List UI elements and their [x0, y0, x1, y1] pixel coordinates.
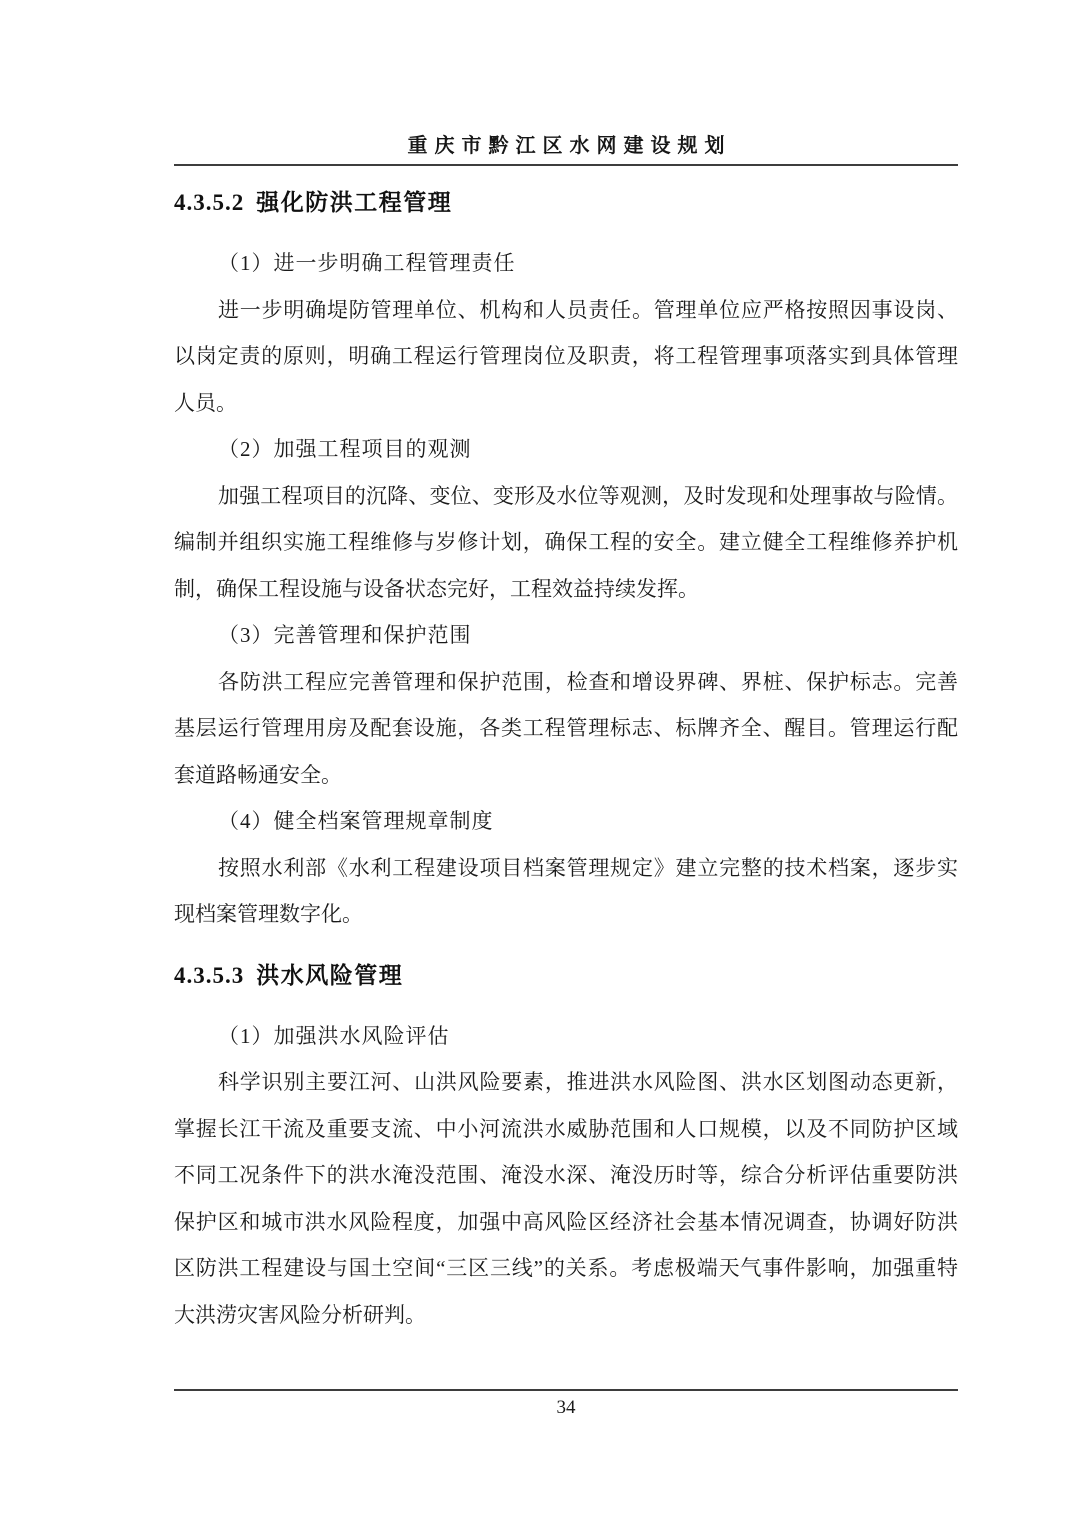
paragraph-line: 大洪涝灾害风险分析研判。 — [174, 1302, 426, 1327]
paragraph-line: 以岗定责的原则，明确工程运行管理岗位及职责，将工程管理事项落实到具体管理 — [174, 344, 958, 368]
paragraph-line: 按照水利部《水利工程建设项目档案管理规定》建立完整的技术档案，逐步实 — [218, 855, 958, 880]
paragraph-line: 进一步明确堤防管理单位、机构和人员责任。管理单位应严格按照因事设岗、 — [218, 297, 958, 322]
paragraph-line: 区防洪工程建设与国土空间“三区三线”的关系。考虑极端天气事件影响，加强重特 — [174, 1256, 958, 1280]
paragraph-line: 现档案管理数字化。 — [174, 902, 363, 926]
paragraph-line: 编制并组织实施工程维修与岁修计划，确保工程的安全。建立健全工程维修养护机 — [174, 530, 958, 554]
header-title: 重庆市黔江区水网建设规划 — [407, 135, 732, 157]
item-heading: （1）加强洪水风险评估 — [218, 1023, 450, 1048]
item-heading: （3）完善管理和保护范围 — [218, 623, 472, 647]
paragraph-line: 制，确保工程设施与设备状态完好，工程效益持续发挥。 — [174, 576, 699, 601]
page-number: 34 — [556, 1397, 576, 1418]
header-rule — [174, 164, 958, 166]
paragraph-line: 保护区和城市洪水风险程度，加强中高风险区经济社会基本情况调查，协调好防洪 — [174, 1209, 958, 1234]
footer-rule — [174, 1389, 958, 1391]
paragraph-line: 科学识别主要江河、山洪风险要素，推进洪水风险图、洪水区划图动态更新， — [218, 1070, 958, 1094]
page-content — [174, 179, 958, 1338]
section-title: 强化防洪工程管理 — [256, 189, 453, 215]
paragraph-line: 基层运行管理用房及配套设施，各类工程管理标志、标牌齐全、醒目。管理运行配 — [174, 716, 958, 740]
paragraph-line: 掌握长江干流及重要支流、中小河流洪水威胁范围和人口规模，以及不同防护区域 — [174, 1116, 958, 1141]
item-heading: （4）健全档案管理规章制度 — [218, 809, 494, 833]
section-heading — [174, 179, 958, 226]
item-heading: （1）进一步明确工程管理责任 — [218, 251, 516, 275]
paragraph-line: 加强工程项目的沉降、变位、变形及水位等观测，及时发现和处理事故与险情。 — [218, 483, 958, 508]
paragraph-line: 套道路畅通安全。 — [174, 762, 342, 787]
paragraph-line: 各防洪工程应完善管理和保护范围，检查和增设界碑、界桩、保护标志。完善 — [218, 669, 958, 694]
section-heading — [174, 952, 958, 999]
paragraph-line: 不同工况条件下的洪水淹没范围、淹没水深、淹没历时等，综合分析评估重要防洪 — [174, 1163, 958, 1187]
paragraph-line: 人员。 — [174, 390, 237, 415]
item-heading: （2）加强工程项目的观测 — [218, 437, 472, 461]
section-number: 4.3.5.2 — [174, 190, 245, 215]
section-title: 洪水风险管理 — [256, 961, 404, 988]
section-number: 4.3.5.3 — [174, 962, 245, 988]
